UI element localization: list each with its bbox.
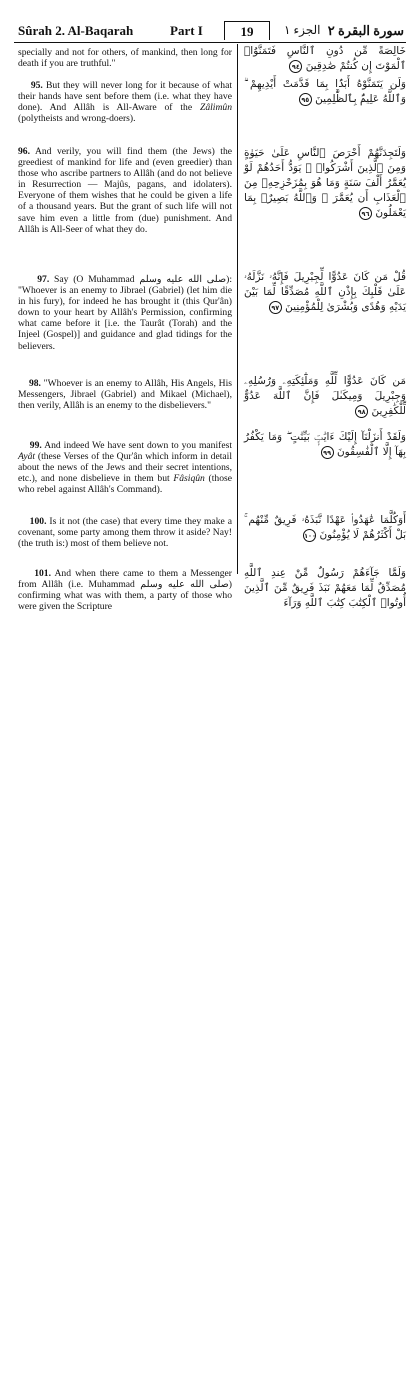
verse-end-marker: ٩٦ (359, 207, 372, 220)
surah-title-english: Sûrah 2. Al-Baqarah (18, 23, 134, 38)
verse-end-marker: ٩٨ (355, 405, 368, 418)
part-label: Part I (170, 23, 203, 38)
verse-number: 100. (29, 516, 47, 527)
column-divider (237, 44, 238, 574)
verse-end-marker: ٩٩ (321, 446, 334, 459)
translation-verse-95: 95. But they will never long for it because of what their hands have sent before them (i.e. what they have done). And Allâh is All-Aware of the Zâlimûn (polytheists and wrong-doers). (18, 80, 233, 125)
verse-end-marker: ٩٧ (269, 301, 282, 314)
translation-verse-100: 100. Is it not (the case) that every time they make a covenant, some party among them throw it aside? Nay! (the truth is:) most of them believe not. (18, 516, 232, 550)
arabic-verse-98: مَن كَانَ عَدُوًّا لِّلَّهِ وَمَلَٰٓئِكَتِهِۦ وَرُسُلِهِۦ وَجِبْرِيلَ وَمِيكَىٰلَ فَإِنَّ ٱللَّهَ عَدُوٌّ لِّلْكَٰفِرِينَ ٩٨ (244, 375, 406, 417)
translation-verse-101: 101. And when there came to them a Messenger from Allâh (i.e. Muhammad صلى الله عليه وسلم) confirming what was with them, a party of those who were given the Scripture (18, 568, 232, 613)
translation-verse-99: 99. And indeed We have sent down to you manifest Ayât (these Verses of the Qur'ân which inform in detail about the news of the Jews and their secret intentions, etc.), and none disbelieve in them but Fâsiqûn (those who rebel against Allâh's Command). (18, 440, 232, 496)
arabic-continuation: خَالِصَةً مِّن دُونِ ٱلنَّاسِ فَتَمَنَّوُا۟ ٱلْمَوْتَ إِن كُنتُمْ صَٰدِقِينَ ٩٤ (244, 45, 406, 72)
translation-verse-98: 98. "Whoever is an enemy to Allâh, His Angels, His Messengers, Jibrael (Gabriel) and Mikael (Michael), then verily, Allâh is an enemy to the disbelievers." (18, 378, 232, 412)
arabic-verse-95: وَلَن يَتَمَنَّوْهُ أَبَدًۢا بِمَا قَدَّمَتْ أَيْدِيهِمْ ۗ وَٱللَّهُ عَلِيمٌۢ بِٱلظَّٰلِمِينَ ٩٥ (244, 78, 406, 105)
arabic-verse-101: وَلَمَّا جَآءَهُمْ رَسُولٌ مِّنْ عِندِ ٱللَّهِ مُصَدِّقٌ لِّمَا مَعَهُمْ نَبَذَ فَرِيقٌ مِّنَ ٱلَّذِينَ أُوتُوا۟ ٱلْكِتَٰبَ كِتَٰبَ ٱللَّهِ وَرَآءَ (244, 567, 406, 609)
translation-verse-96: 96. And verily, you will find them (the Jews) the greediest of mankind for life and (even greedier) than those who ascribe partners to Allâh (and do not believe in Resurrection — Majûs, pagans, and idolaters). Everyone of them wishes that he could be given a life of a thousand years. But the grant of such life will not save him even a little from (due) punishment. And Allâh is All-Seer of what they do. (18, 146, 232, 235)
arabic-verse-99: وَلَقَدْ أَنزَلْنَآ إِلَيْكَ ءَايَٰتٍۭ بَيِّنَٰتٍ ۖ وَمَا يَكْفُرُ بِهَآ إِلَّا ٱلْفَٰسِقُونَ ٩٩ (244, 431, 406, 458)
translation-continuation: specially and not for others, of mankind, then long for death if you are truthful." (18, 47, 232, 70)
arabic-verse-100: أَوَكُلَّمَا عَٰهَدُوا۟ عَهْدًا نَّبَذَهُۥ فَرِيقٌ مِّنْهُم ۚ بَلْ أَكْثَرُهُمْ لَا يُؤْمِنُونَ ١٠٠ (244, 514, 406, 541)
arabic-verse-96: وَلَتَجِدَنَّهُمْ أَحْرَصَ ٱلنَّاسِ عَلَىٰ حَيَوٰةٍ وَمِنَ ٱلَّذِينَ أَشْرَكُوا۟ ۚ يَوَدُّ أَحَدُهُمْ لَوْ يُعَمَّرُ أَلْفَ سَنَةٍ وَمَا هُوَ بِمُزَحْزِحِهِۦ مِنَ ٱلْعَذَابِ أَن يُعَمَّرَ ۗ وَٱللَّهُ بَصِيرٌۢ بِمَا يَعْمَلُونَ ٩٦ (244, 147, 406, 219)
verse-number: 101. (34, 568, 51, 579)
verse-number: 96. (18, 146, 30, 157)
page-header (14, 22, 406, 43)
verse-number: 97. (37, 274, 50, 285)
page-number: 19 (224, 21, 270, 40)
verse-number: 95. (30, 80, 43, 91)
verse-end-marker: ٩٤ (289, 60, 302, 73)
verse-number: 99. (29, 440, 42, 451)
verse-end-marker: ٩٥ (299, 93, 312, 106)
juz-label-arabic: الجزء ١ (284, 23, 321, 37)
verse-end-marker: ١٠٠ (303, 529, 316, 542)
surah-title-arabic: سورة البقرة ٢ (327, 23, 404, 38)
arabic-verse-97: قُلْ مَن كَانَ عَدُوًّا لِّجِبْرِيلَ فَإِنَّهُۥ نَزَّلَهُۥ عَلَىٰ قَلْبِكَ بِإِذْنِ ٱللَّهِ مُصَدِّقًا لِّمَا بَيْنَ يَدَيْهِ وَهُدًى وَبُشْرَىٰ لِلْمُؤْمِنِينَ ٩٧ (244, 271, 406, 313)
translation-verse-97: 97. Say (O Muhammad صلى الله عليه وسلم): "Whoever is an enemy to Jibrael (Gabriel) (let him die in his fury), for indeed he has brought it (this Qur'ân) down to your heart by Allâh's Permission, confirming what came before it [i.e. the Taurât (Torah) and the Injeel (Gospel)] and guidance and glad tidings for the believers. (18, 274, 232, 352)
verse-number: 98. (28, 378, 41, 389)
